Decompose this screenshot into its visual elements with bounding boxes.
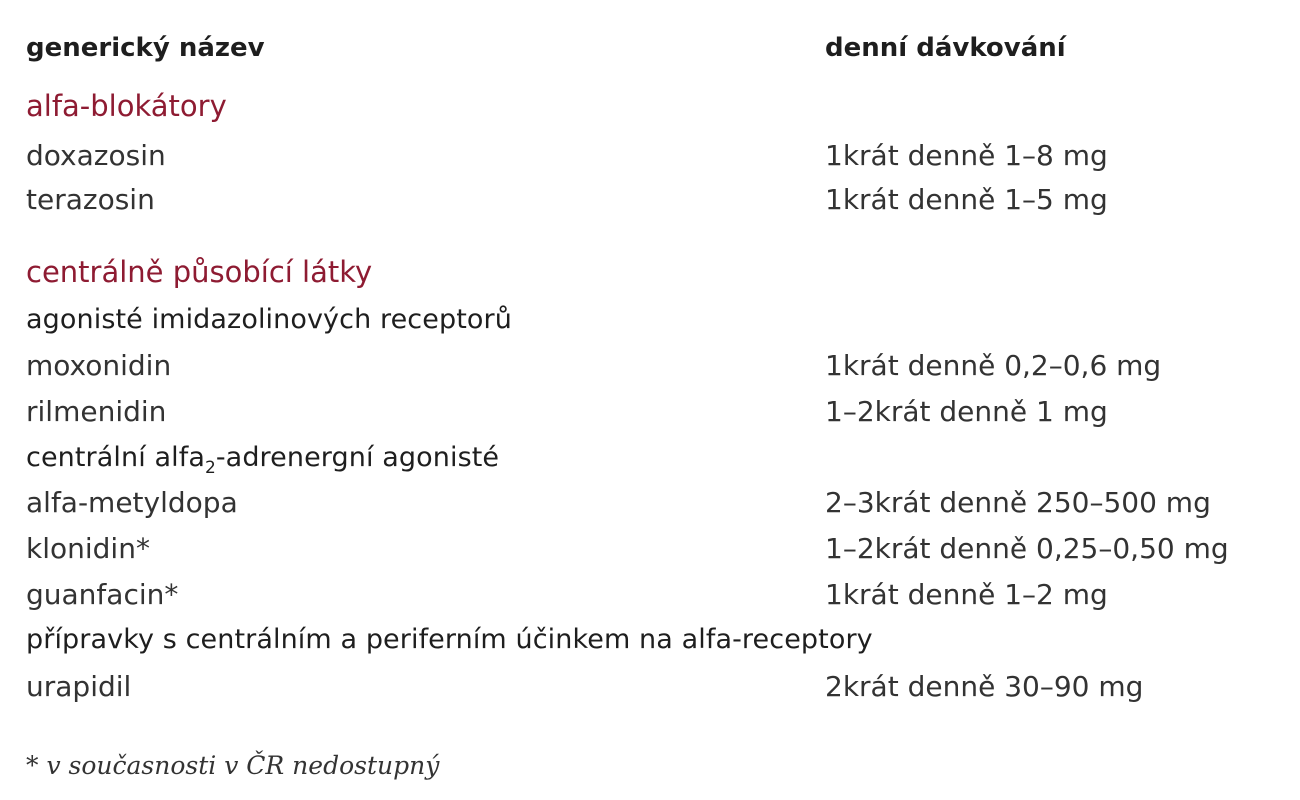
drug-name: moxonidin [26, 349, 172, 382]
category-row [26, 86, 1276, 126]
subgroup-row [26, 438, 1276, 478]
header-generic-name: generický název [26, 33, 265, 63]
subgroup-title-post: -adrenergní agonisté [215, 442, 500, 473]
drug-name: terazosin [26, 183, 155, 216]
drug-name: alfa-metyldopa [26, 486, 238, 519]
drug-dose: 1krát denně 0,2–0,6 mg [825, 349, 1162, 382]
drug-dose: 1krát denně 1–8 mg [825, 139, 1108, 172]
drug-name: rilmenidin [26, 395, 167, 428]
subgroup-row [26, 300, 1276, 340]
drug-name: guanfacin* [26, 578, 179, 611]
drug-name: urapidil [26, 670, 132, 703]
drug-name: klonidin* [26, 532, 150, 565]
drug-row [26, 667, 1276, 707]
header-daily-dosage: denní dávkování [825, 33, 1066, 63]
drug-row [26, 575, 1276, 615]
drug-row [26, 529, 1276, 569]
drug-dose: 2krát denně 30–90 mg [825, 670, 1144, 703]
subgroup-title-pre: centrální alfa [26, 442, 205, 473]
drug-dose: 1krát denně 1–2 mg [825, 578, 1108, 611]
category-row [26, 252, 1276, 292]
category-label: alfa-blokátory [26, 89, 227, 123]
footnote: * v současnosti v ČR nedostupný [26, 751, 440, 780]
drug-row [26, 136, 1276, 176]
category-label: centrálně působící látky [26, 255, 373, 289]
table-header-row [26, 28, 1276, 68]
drug-dose: 2–3krát denně 250–500 mg [825, 486, 1211, 519]
subgroup-title [26, 438, 499, 481]
drug-row [26, 392, 1276, 432]
subgroup-row [26, 620, 1276, 660]
drug-dose: 1–2krát denně 1 mg [825, 395, 1108, 428]
drug-dose: 1krát denně 1–5 mg [825, 183, 1108, 216]
subscript-2: 2 [205, 458, 216, 478]
subgroup-title: přípravky s centrálním a periferním účinkem na alfa-receptory [26, 624, 873, 655]
drug-row [26, 483, 1276, 523]
drug-name: doxazosin [26, 139, 166, 172]
drug-dose: 1–2krát denně 0,25–0,50 mg [825, 532, 1229, 565]
drug-row [26, 346, 1276, 386]
drug-row [26, 180, 1276, 220]
subgroup-title: agonisté imidazolinových receptorů [26, 304, 512, 335]
